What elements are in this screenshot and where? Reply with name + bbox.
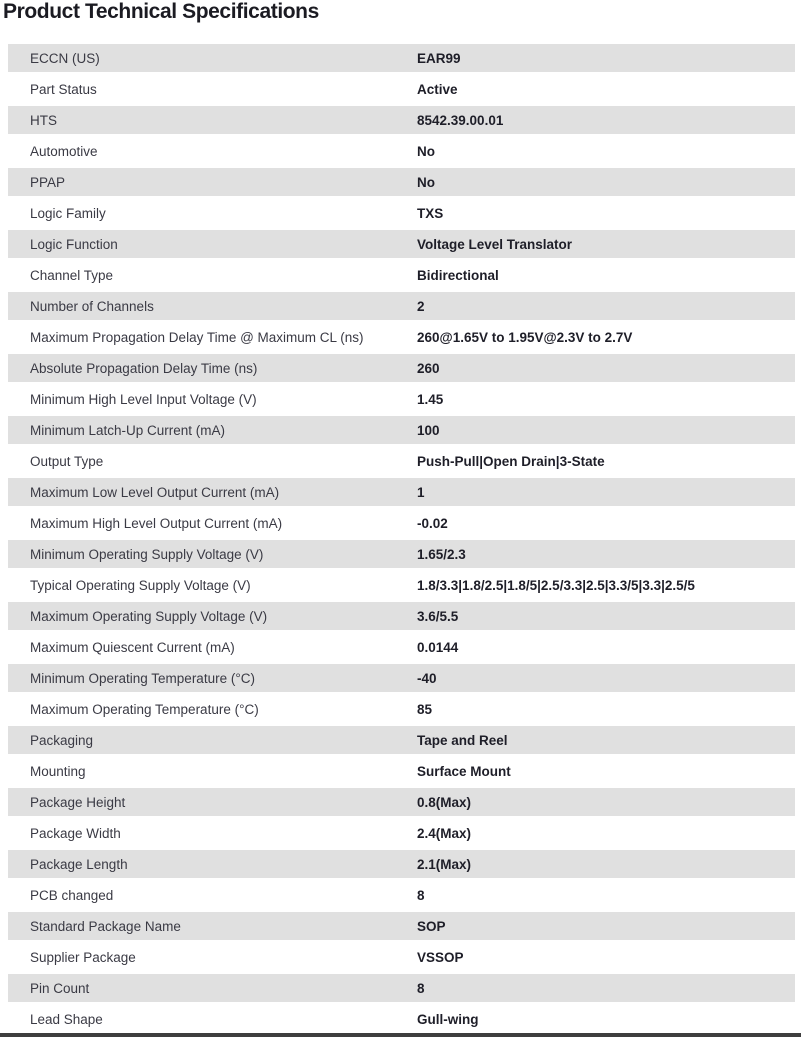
spec-label: Package Length xyxy=(30,856,128,872)
spec-value: Tape and Reel xyxy=(417,732,508,748)
spec-label: HTS xyxy=(30,112,57,128)
spec-value: Bidirectional xyxy=(417,267,499,283)
table-row xyxy=(8,261,795,292)
spec-label: PPAP xyxy=(30,174,66,190)
spec-label: Supplier Package xyxy=(30,949,136,965)
spec-value: Surface Mount xyxy=(417,763,511,779)
spec-value: EAR99 xyxy=(417,50,461,66)
spec-value: 8542.39.00.01 xyxy=(417,112,504,128)
next-section-top-edge xyxy=(0,1033,801,1037)
spec-value: Active xyxy=(417,81,458,97)
spec-value: -40 xyxy=(417,670,437,686)
table-row xyxy=(8,478,795,509)
spec-label: Package Height xyxy=(30,794,126,810)
spec-label: Packaging xyxy=(30,732,94,748)
spec-value: 3.6/5.5 xyxy=(417,608,459,624)
table-row xyxy=(8,385,795,416)
table-row xyxy=(8,757,795,788)
table-row xyxy=(8,571,795,602)
spec-value: SOP xyxy=(417,918,446,934)
spec-label: Maximum Operating Temperature (°C) xyxy=(30,701,259,717)
spec-label: Automotive xyxy=(30,143,98,159)
spec-label: Lead Shape xyxy=(30,1011,103,1027)
table-row xyxy=(8,354,795,385)
spec-label: PCB changed xyxy=(30,887,114,903)
spec-label: Maximum Low Level Output Current (mA) xyxy=(30,484,280,500)
spec-value: 8 xyxy=(417,887,425,903)
spec-label: Typical Operating Supply Voltage (V) xyxy=(30,577,251,593)
table-row xyxy=(8,602,795,633)
table-row xyxy=(8,881,795,912)
spec-label: Mounting xyxy=(30,763,86,779)
table-row xyxy=(8,106,795,137)
spec-label: Pin Count xyxy=(30,980,90,996)
spec-value: 0.0144 xyxy=(417,639,459,655)
spec-label: Minimum Operating Supply Voltage (V) xyxy=(30,546,264,562)
table-row xyxy=(8,540,795,571)
spec-value: No xyxy=(417,143,435,159)
spec-value: 100 xyxy=(417,422,440,438)
spec-label: Maximum High Level Output Current (mA) xyxy=(30,515,283,531)
spec-label: Absolute Propagation Delay Time (ns) xyxy=(30,360,258,376)
spec-value: 2.1(Max) xyxy=(417,856,472,872)
table-row xyxy=(8,788,795,819)
spec-label: Output Type xyxy=(30,453,104,469)
spec-label: Package Width xyxy=(30,825,121,841)
table-row xyxy=(8,168,795,199)
table-row xyxy=(8,230,795,261)
spec-value: 0.8(Max) xyxy=(417,794,472,810)
spec-value: VSSOP xyxy=(417,949,464,965)
table-row xyxy=(8,850,795,881)
spec-label: Number of Channels xyxy=(30,298,154,314)
spec-label: Channel Type xyxy=(30,267,114,283)
spec-value: No xyxy=(417,174,435,190)
spec-label: Logic Family xyxy=(30,205,106,221)
spec-value: 1.8/3.3|1.8/2.5|1.8/5|2.5/3.3|2.5|3.3/5|3.3|2.5/5 xyxy=(417,577,695,593)
spec-value: 8 xyxy=(417,980,425,996)
spec-value: Push-Pull|Open Drain|3-State xyxy=(417,453,605,469)
table-row xyxy=(8,633,795,664)
spec-value: 260 xyxy=(417,360,440,376)
spec-value: 1.65/2.3 xyxy=(417,546,466,562)
spec-label: Maximum Propagation Delay Time @ Maximum CL (ns) xyxy=(30,329,364,345)
table-row xyxy=(8,819,795,850)
spec-label: Maximum Operating Supply Voltage (V) xyxy=(30,608,268,624)
table-row xyxy=(8,416,795,447)
table-row xyxy=(8,664,795,695)
spec-label: Minimum Operating Temperature (°C) xyxy=(30,670,255,686)
table-row xyxy=(8,943,795,974)
table-row xyxy=(8,912,795,943)
table-row xyxy=(8,726,795,757)
spec-label: Part Status xyxy=(30,81,97,97)
table-row xyxy=(8,75,795,106)
spec-value: 2 xyxy=(417,298,425,314)
spec-label: ECCN (US) xyxy=(30,50,100,66)
table-row xyxy=(8,695,795,726)
spec-value: 1.45 xyxy=(417,391,444,407)
spec-value: 1 xyxy=(417,484,425,500)
table-row xyxy=(8,323,795,354)
table-row xyxy=(8,974,795,1005)
spec-value: 2.4(Max) xyxy=(417,825,472,841)
table-row xyxy=(8,292,795,323)
spec-value: Voltage Level Translator xyxy=(417,236,573,252)
page-title: Product Technical Specifications xyxy=(3,0,319,23)
spec-value: TXS xyxy=(417,205,444,221)
table-row xyxy=(8,447,795,478)
spec-label: Logic Function xyxy=(30,236,118,252)
spec-label: Minimum High Level Input Voltage (V) xyxy=(30,391,257,407)
table-row xyxy=(8,199,795,230)
spec-label: Standard Package Name xyxy=(30,918,181,934)
spec-value: Gull-wing xyxy=(417,1011,479,1027)
table-row xyxy=(8,137,795,168)
spec-value: -0.02 xyxy=(417,515,448,531)
spec-label: Maximum Quiescent Current (mA) xyxy=(30,639,235,655)
spec-label: Minimum Latch-Up Current (mA) xyxy=(30,422,226,438)
spec-value: 260@1.65V to 1.95V@2.3V to 2.7V xyxy=(417,329,633,345)
spec-table xyxy=(8,44,795,1036)
table-row xyxy=(8,44,795,75)
spec-value: 85 xyxy=(417,701,433,717)
table-row xyxy=(8,1005,795,1036)
table-row xyxy=(8,509,795,540)
